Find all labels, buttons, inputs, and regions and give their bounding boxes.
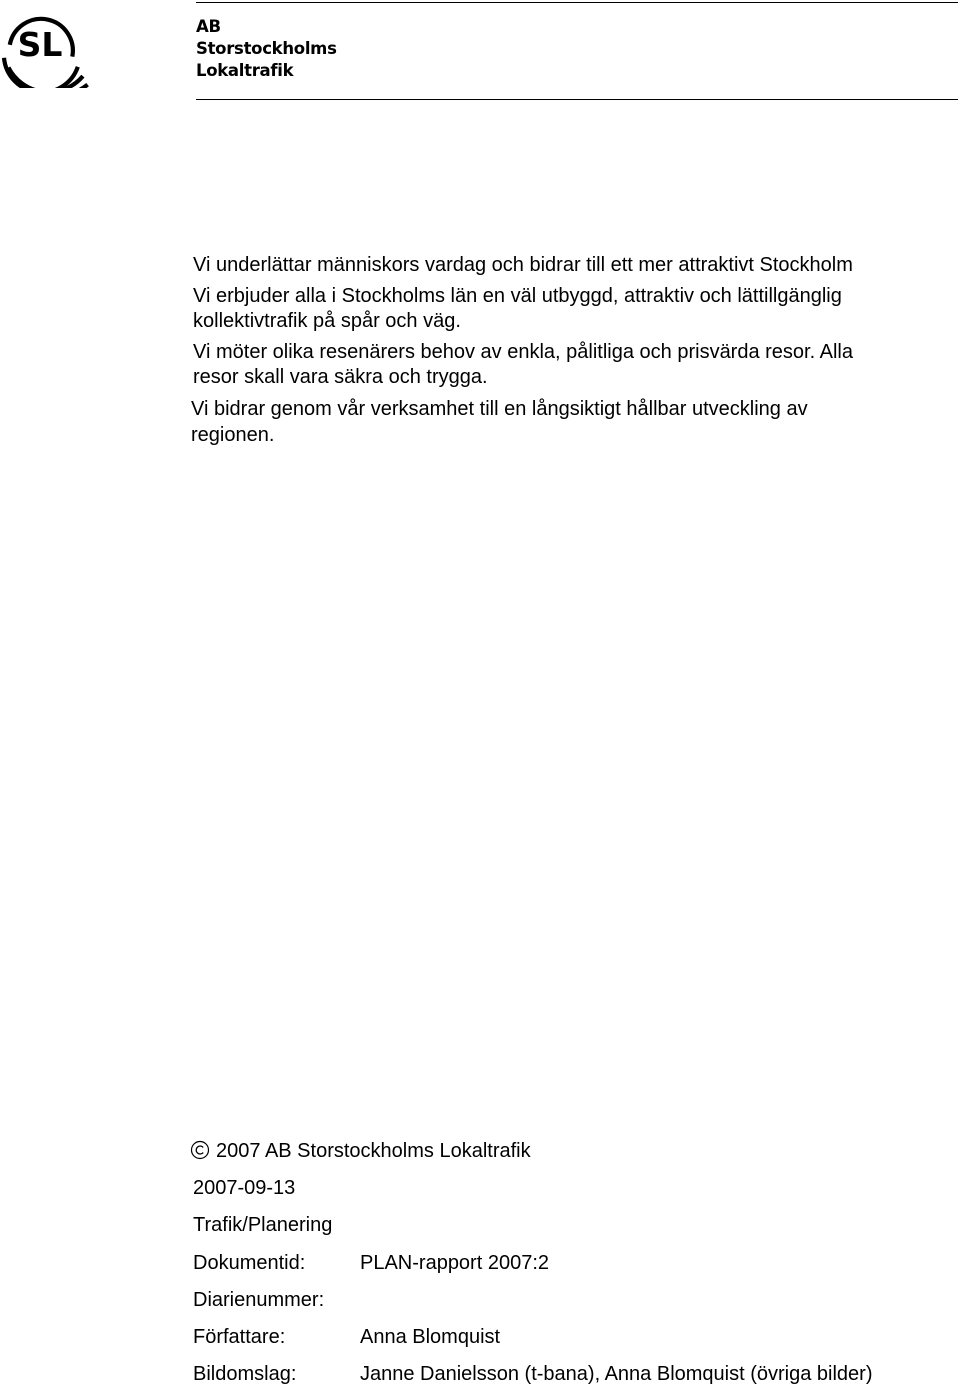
mission-line: regionen. <box>191 424 275 446</box>
author-label: Författare: <box>193 1326 286 1348</box>
mission-line: Vi underlättar människors vardag och bidrar till ett mer attraktivt Stockholm <box>193 254 853 276</box>
company-name-line: AB <box>196 17 221 36</box>
company-name-line: Lokaltrafik <box>196 61 294 80</box>
department: Trafik/Planering <box>193 1214 333 1236</box>
mission-line: Vi möter olika resenärers behov av enkla, pålitliga och prisvärda resor. Alla <box>193 341 853 363</box>
copyright-text: 2007 AB Storstockholms Lokaltrafik <box>216 1140 531 1162</box>
cover-value: Janne Danielsson (t-bana), Anna Blomquist (övriga bilder) <box>360 1363 873 1385</box>
author-value: Anna Blomquist <box>360 1326 501 1348</box>
mission-line: Vi bidrar genom vår verksamhet till en långsiktigt hållbar utveckling av <box>191 398 808 420</box>
mission-line: kollektivtrafik på spår och väg. <box>193 310 461 332</box>
svg-text:SL: SL <box>17 25 63 64</box>
sl-logo-icon <box>0 4 100 88</box>
doc-id-label: Dokumentid: <box>193 1252 306 1274</box>
doc-id-value: PLAN-rapport 2007:2 <box>360 1252 550 1274</box>
mission-line: Vi erbjuder alla i Stockholms län en väl utbyggd, attraktiv och lättillgänglig <box>193 285 842 307</box>
document-date: 2007-09-13 <box>193 1177 296 1199</box>
company-name <box>196 16 337 82</box>
company-name-line: Storstockholms <box>196 39 337 58</box>
registry-label: Diarienummer: <box>193 1289 325 1311</box>
mission-line: resor skall vara säkra och trygga. <box>193 366 488 388</box>
header-bottom-rule <box>196 99 958 100</box>
cover-label: Bildomslag: <box>193 1363 297 1385</box>
header-top-rule <box>196 2 958 3</box>
copyright-icon <box>190 1140 210 1160</box>
